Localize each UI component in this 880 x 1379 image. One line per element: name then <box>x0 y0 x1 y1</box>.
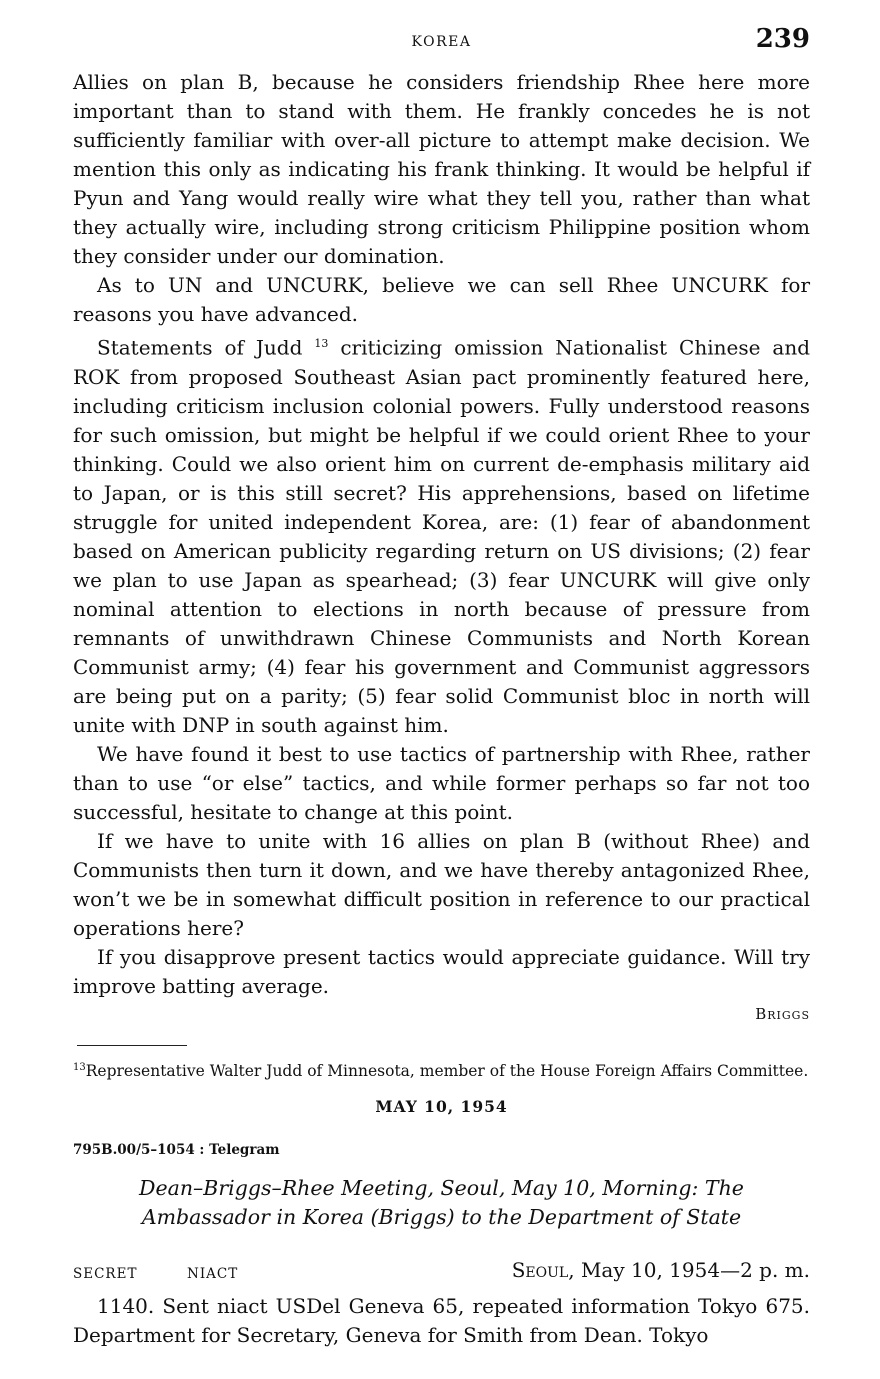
paragraph-2: As to UN and UNCURK, believe we can sell Rhee UNCURK for reasons you have advanced. <box>73 273 810 326</box>
paragraph-4: We have found it best to use tactics of partnership with Rhee, rather than to use “or else” tactics, and while former perhaps so far not too successful, hesitate to change at this point. <box>73 741 810 824</box>
page-number: 239 <box>755 24 810 54</box>
dateline-place: Seoul <box>511 1257 569 1282</box>
footnote-text: Representative Walter Judd of Minnesota, member of the House Foreign Affairs Committee. <box>85 1061 809 1080</box>
running-head: KOREA <box>411 34 472 50</box>
telegram-body <box>73 1292 810 1350</box>
dateline-date: , May 10, 1954—2 p. m. <box>568 1257 810 1282</box>
paragraph-3-start: Statements of Judd <box>97 335 303 360</box>
signature: Briggs <box>755 1004 810 1023</box>
document-title <box>97 1174 786 1232</box>
paragraph-3-rest: criticizing omission Nationalist Chinese and ROK from proposed Southeast Asian pact prominently featured here, including criticism inclusion colonial powers. Fully understood reasons for such omission, but might be helpful if we could orient Rhee to your thinking. Could we also orient him on current de-emphasis military aid to Japan, or is this still secret? His apprehensions, based on lifetime struggle for united independent Korea, are: (1) fear of abandonment based on American publicity regarding return on US divisions; (2) fear we plan to use Japan as spearhead; (3) fear UNCURK will give only nominal attention to elections in north because of pressure from remnants of unwithdrawn Chinese Communists and North Korean Communist army; (4) fear his government and Communist aggressors are being put on a parity; (5) fear solid Communist bloc in north will unite with DNP in south against him. <box>73 335 810 737</box>
footnote-reference[interactable]: 13 <box>314 337 329 350</box>
paragraph-3 <box>73 329 810 740</box>
document-title-line-2: Ambassador in Korea (Briggs) to the Department of State <box>141 1204 742 1229</box>
precedence: NIACT <box>187 1265 239 1282</box>
date-heading: MAY 10, 1954 <box>375 1096 508 1116</box>
document-title-line-1: Dean–Briggs–Rhee Meeting, Seoul, May 10, Morning: The <box>139 1175 744 1200</box>
page-header <box>73 24 810 68</box>
telegram-meta <box>73 1258 810 1290</box>
paragraph-1: Allies on plan B, because he considers friendship Rhee here more important than to stand with them. He frankly concedes he is not sufficiently familiar with over-all picture to attempt make decision. We mention this only as indicating his frank thinking. It would be helpful if Pyun and Yang would really wire what they tell you, rather than what they actually wire, including strong criticism Philippine position whom they consider under our domination. <box>73 70 810 268</box>
classification: SECRET <box>73 1265 138 1282</box>
footnote-rule <box>77 1045 187 1046</box>
footnote <box>73 1058 810 1081</box>
paragraph-5: If we have to unite with 16 allies on plan B (without Rhee) and Communists then turn it down, and we have thereby antagonized Rhee, won’t we be in somewhat difficult position in reference to our practical operations here? <box>73 828 810 940</box>
telegram-paragraph-1: 1140. Sent niact USDel Geneva 65, repeated information Tokyo 675. Department for Secretary, Geneva for Smith from Dean. Tokyo <box>73 1293 810 1347</box>
body-text <box>73 68 810 1001</box>
paragraph-6: If you disapprove present tactics would appreciate guidance. Will try improve batting average. <box>73 944 810 998</box>
dateline <box>512 1258 810 1282</box>
file-reference: 795B.00/5–1054 : Telegram <box>73 1141 280 1158</box>
footnote-marker: 13 <box>73 1061 86 1073</box>
